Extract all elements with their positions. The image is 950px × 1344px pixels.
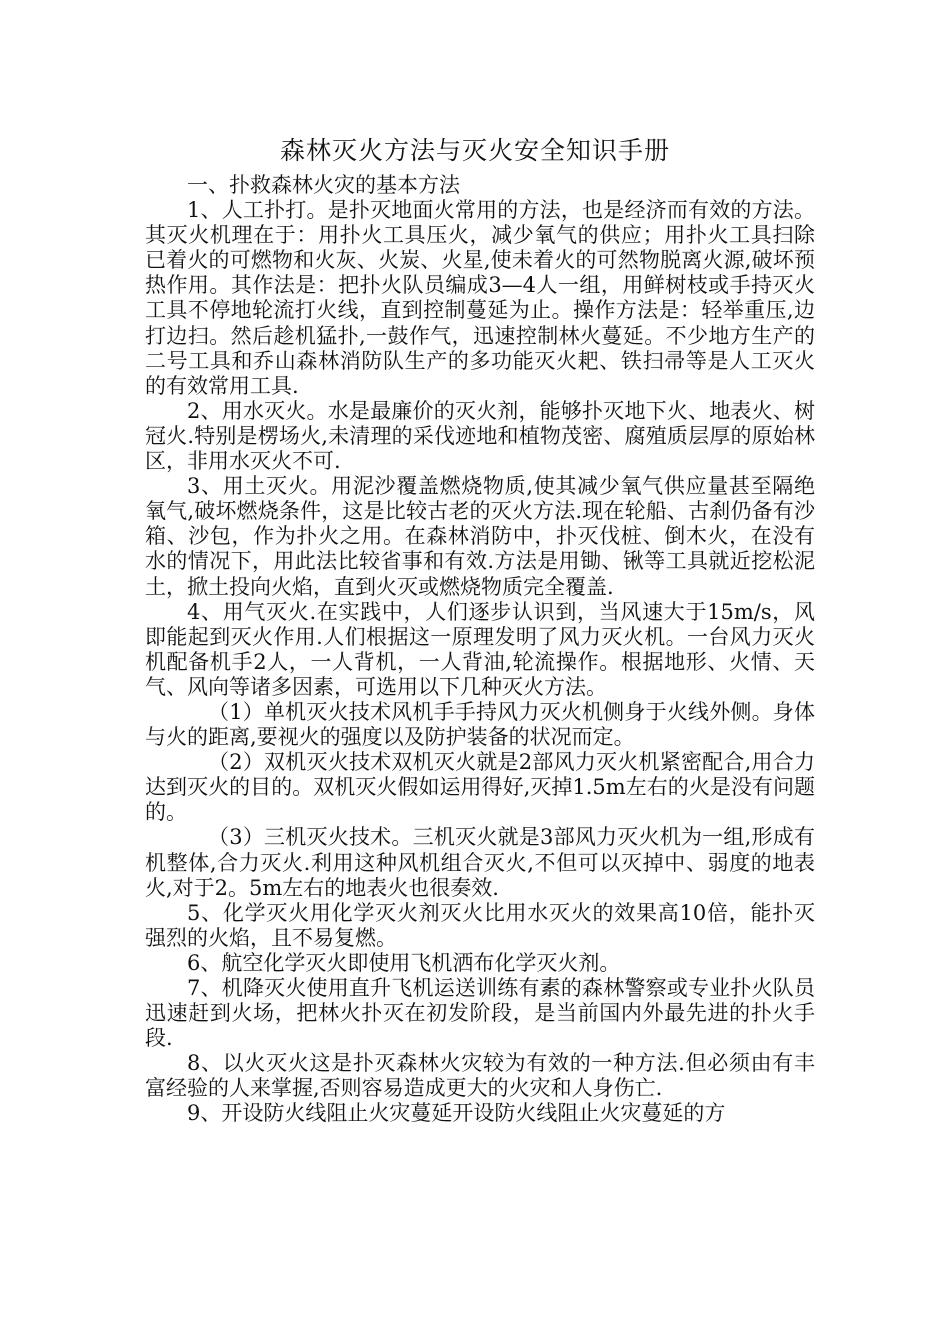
paragraph-single-blower: （1）单机灭火技术风机手手持风力灭火机侧身于火线外侧。身体与火的距离,要视火的强度以及防护装备的状况而定。 xyxy=(145,699,815,750)
paragraph-backfire: 8、以火灭火这是扑灭森林火灾较为有效的一种方法.但必须由有丰富经验的人来掌握,否则容易造成更大的火灾和人身伤亡. xyxy=(145,1051,815,1101)
paragraph-double-blower: （2）双机灭火技术双机灭火就是2部风力灭火机紧密配合,用合力达到灭火的目的。双机灭火假如运用得好,灭掉1.5m左右的火是没有问题的。 xyxy=(145,750,815,825)
paragraph-aerial-chemical: 6、航空化学灭火即使用飞机洒布化学灭火剂。 xyxy=(187,950,621,975)
section-heading-basic-methods: 一、扑救森林火灾的基本方法 xyxy=(187,173,460,197)
paragraph-manual-beating: 1、人工扑打。是扑灭地面火常用的方法，也是经济而有效的方法。其灭火机理在于：用扑火工具压火，减少氧气的供应；用扑火工具扫除已着火的可燃物和火灰、火炭、火星,使未着火的可然物脱离火源,破坏预热作用。其作法是：把扑火队员编成3—4人一组，用鲜树枝或手持灭火工具不停地轮流打火线，直到控制蔓延为止。操作方法是：轻举重压,边打边扫。然后趁机猛扑,一鼓作气，迅速控制林火蔓延。不少地方生产的二号工具和乔山森林消防队生产的多功能灭火耙、铁扫帚等是人工灭火的有效常用工具. xyxy=(145,198,815,398)
paragraph-wind-extinguishing: 4、用气灭火.在实践中，人们逐步认识到，当风速大于15m/s，风即能起到灭火作用.人们根据这一原理发明了风力灭火机。一台风力灭火机配备机手2人，一人背机，一人背油,轮流操作。根据地形、火情、天气、风向等诸多因素，可选用以下几种灭火方法。 xyxy=(145,599,815,699)
paragraph-helicopter-landing: 7、机降灭火使用直升飞机运送训练有素的森林警察或专业扑火队员迅速赶到火场，把林火扑灭在初发阶段，是当前国内外最先进的扑火手段. xyxy=(145,976,815,1051)
paragraph-water-extinguishing: 2、用水灭火。水是最廉价的灭火剂，能够扑灭地下火、地表火、树冠火.特别是楞场火,未清理的采伐迹地和植物茂密、腐殖质层厚的原始林区，非用水灭火不可. xyxy=(145,398,815,474)
paragraph-triple-blower: （3）三机灭火技术。三机灭火就是3部风力灭火机为一组,形成有机整体,合力灭火.利用这种风机组合灭火,不但可以灭掉中、弱度的地表火,对于2。5m左右的地表火也很奏效. xyxy=(145,825,815,900)
paragraph-firebreak: 9、开设防火线阻止火灾蔓延开设防火线阻止火灾蔓延的方 xyxy=(187,1101,726,1126)
paragraph-soil-extinguishing: 3、用土灭火。用泥沙覆盖燃烧物质,使其减少氧气供应量甚至隔绝氧气,破坏燃烧条件，这是比较古老的灭火方法.现在轮船、古刹仍备有沙箱、沙包，作为扑火之用。在森林消防中，扑灭伐桩、倒木火，在没有水的情况下，用此法比较省事和有效.方法是用锄、锹等工具就近挖松泥土，掀土投向火焰，直到火灭或燃烧物质完全覆盖. xyxy=(145,474,815,599)
document-body xyxy=(145,173,815,1127)
paragraph-chemical-extinguishing: 5、化学灭火用化学灭火剂灭火比用水灭火的效果高10倍，能扑灭强烈的火焰，且不易复燃。 xyxy=(145,900,815,950)
document-title: 森林灭火方法与灭火安全知识手册 xyxy=(279,136,670,165)
